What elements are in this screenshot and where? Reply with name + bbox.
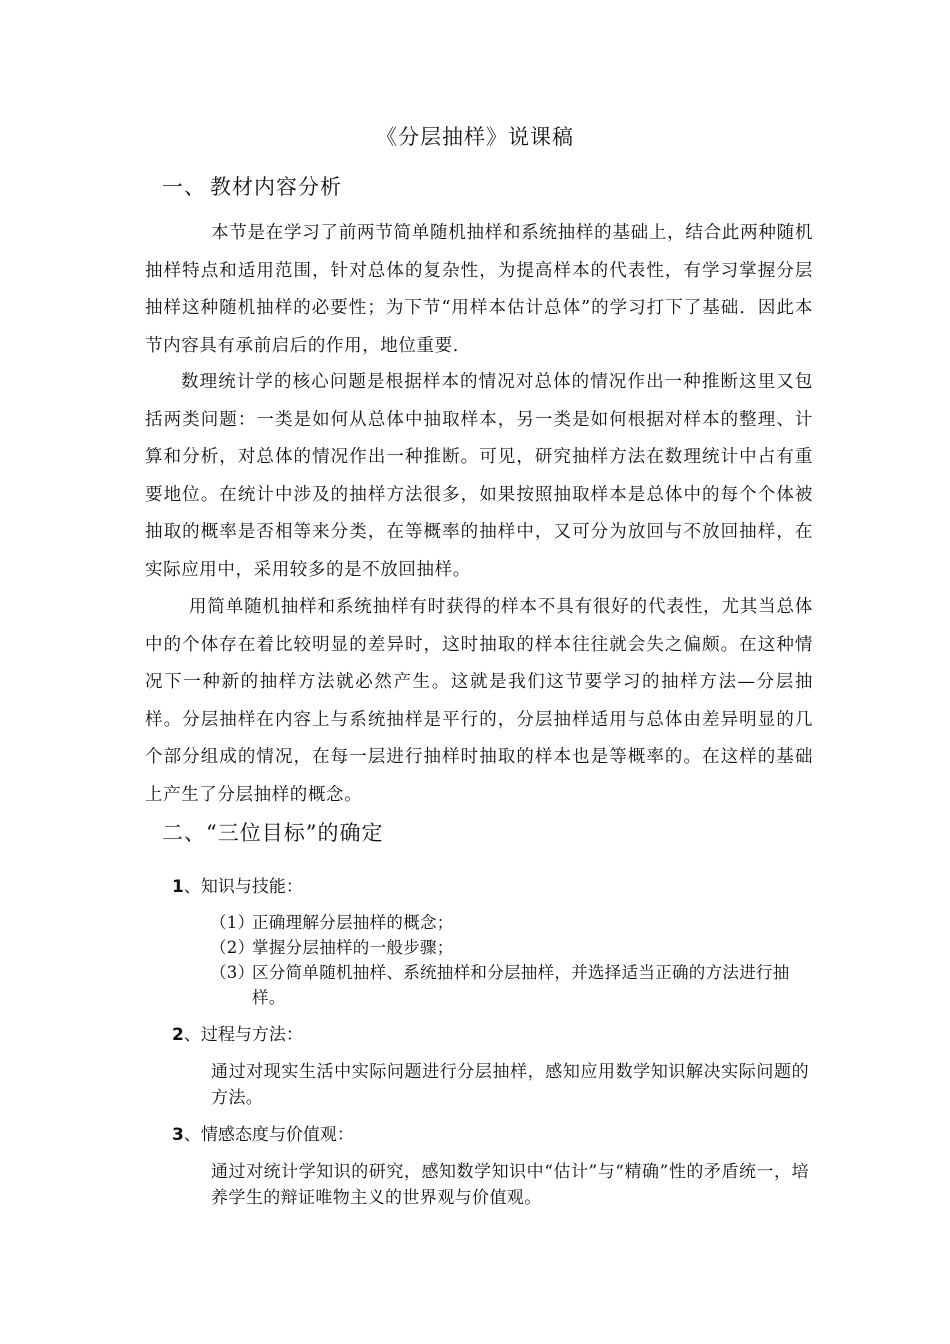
list-item-text: 正确理解分层抽样的概念； [252,913,454,932]
section1-heading-text: 教材内容分析 [210,175,342,199]
goal2-number: 2 [172,1025,184,1045]
list-item [210,935,810,960]
goal2-heading [172,1022,303,1048]
goal2-label: 、过程与方法： [183,1025,303,1045]
list-item-text: 区分简单随机抽样、系统抽样和分层抽样，并选择适当正确的方法进行抽样。 [252,963,790,1007]
section1-paragraph-3: 用简单随机抽样和系统抽样有时获得的样本不具有很好的代表性，尤其当总体中的个体存在着比较明显的差异时，这时抽取的样本往往就会失之偏颇。在这种情况下一种新的抽样方法就必然产生。这就是我们这节要学习的抽样方法—分层抽样。分层抽样在内容上与系统抽样是平行的，分层抽样适用与总体由差异明显的几个部分组成的情况，在每一层进行抽样时抽取的样本也是等概率的。在这样的基础上产生了分层抽样的概念。 [145,597,813,805]
section1-paragraph-1: 本节是在学习了前两节简单随机抽样和系统抽样的基础上，结合此两种随机抽样特点和适用范围，针对总体的复杂性，为提高样本的代表性，有学习掌握分层抽样这种随机抽样的必要性；为下节“用样本估计总体”的学习打下了基础．因此本节内容具有承前启后的作用，地位重要． [145,223,813,356]
section1-paragraph-2: 数理统计学的核心问题是根据样本的情况对总体的情况作出一种推断这里又包括两类问题：一类是如何从总体中抽取样本，另一类是如何根据对样本的整理、计算和分析，对总体的情况作出一种推断。可见，研究抽样方法在数理统计中占有重要地位。在统计中涉及的抽样方法很多，如果按照抽取样本是总体中的每个个体被抽取的概率是否相等来分类，在等概率的抽样中，又可分为放回与不放回抽样，在实际应用中，采用较多的是不放回抽样。 [145,372,813,580]
section2-heading: 二、“三位目标”的确定 [162,821,384,845]
goal3-text: 通过对统计学知识的研究，感知数学知识中“估计”与“精确”性的矛盾统一，培养学生的辩证唯物主义的世界观与价值观。 [211,1162,809,1208]
goal1-label: 、知识与技能： [183,877,303,897]
section1-heading [162,172,342,202]
list-item-marker: （1） [210,913,255,932]
list-item-marker: （2） [210,938,255,957]
goal3-label: 、情感态度与价值观： [183,1125,354,1145]
list-item-text: 掌握分层抽样的一般步骤； [252,938,454,957]
list-item [210,960,810,1010]
section1-number: 一、 [162,175,206,199]
list-item-marker: （3） [210,963,255,982]
document-title: 《分层抽样》说课稿 [376,125,574,149]
goal1-heading [172,874,303,900]
goal2-text: 通过对现实生活中实际问题进行分层抽样，感知应用数学知识解决实际问题的方法。 [211,1062,809,1108]
goal3-number: 3 [172,1125,184,1145]
goal1-number: 1 [172,877,184,897]
goal3-heading [172,1122,354,1148]
goal1-list [210,910,810,1010]
list-item [210,910,810,935]
